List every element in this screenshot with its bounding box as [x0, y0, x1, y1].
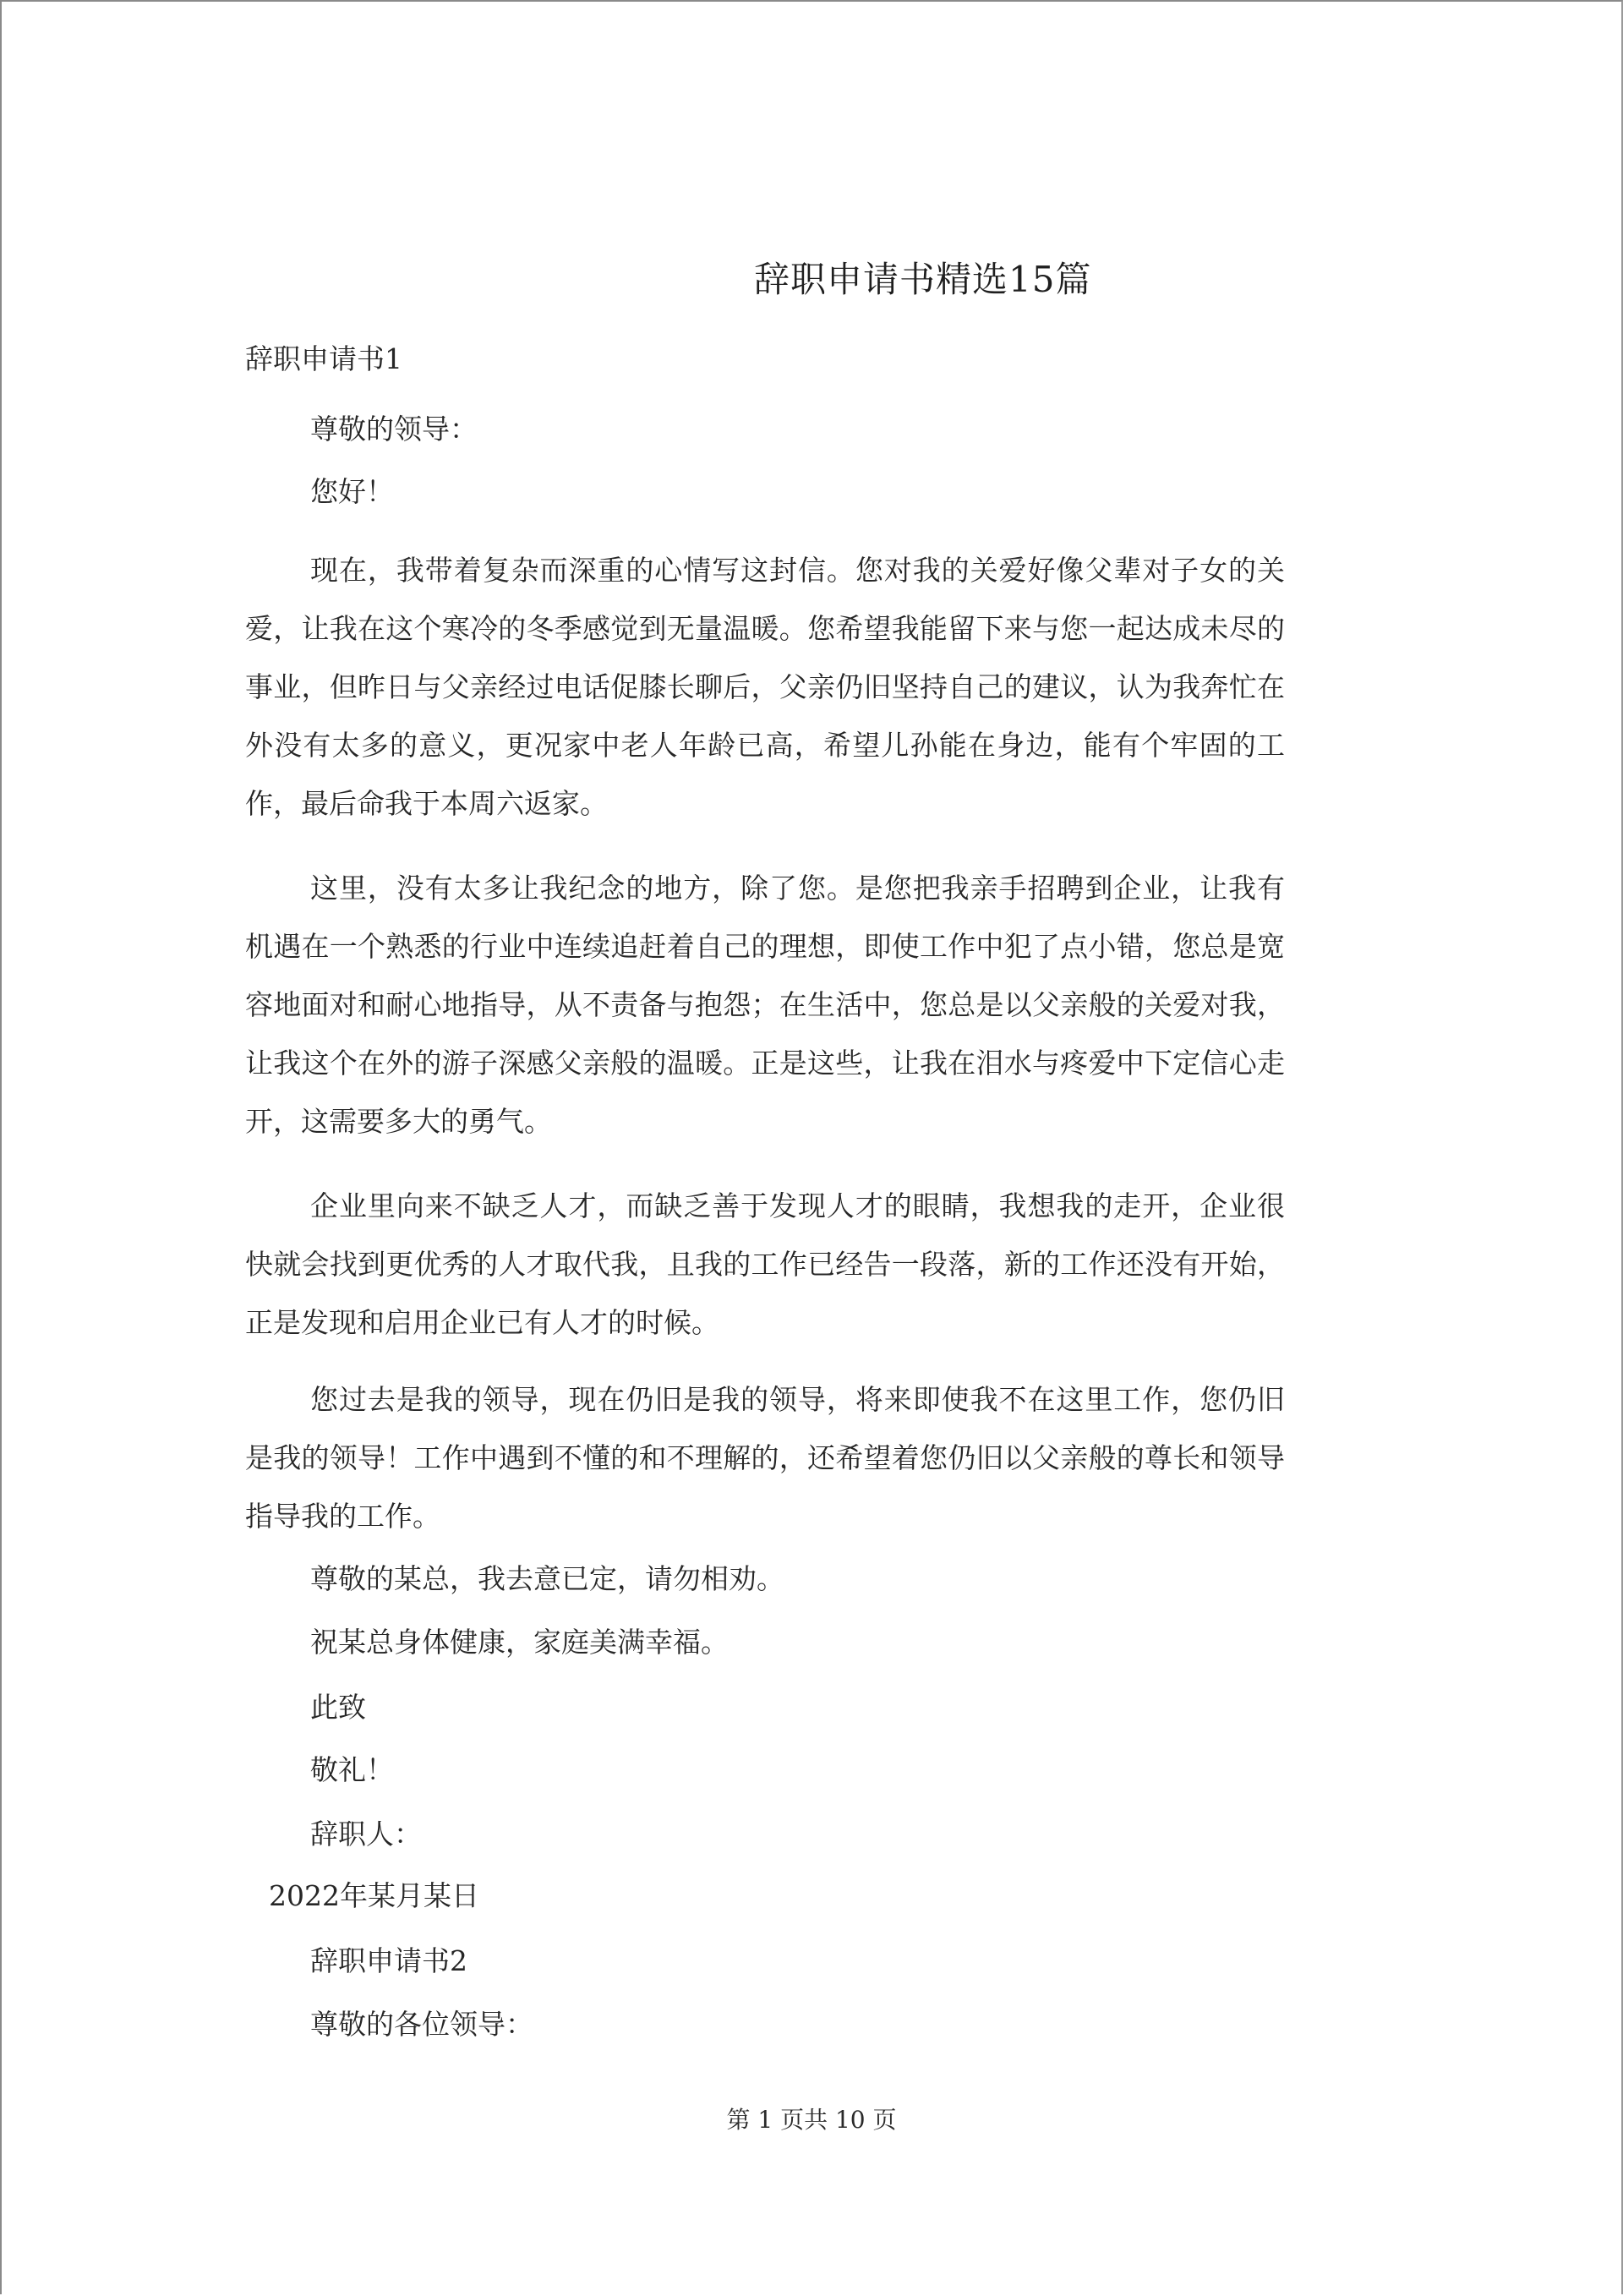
closing-line: 敬礼！ — [310, 1753, 394, 1786]
body-paragraph: 现在，我带着复杂而深重的心情写这封信。您对我的关爱好像父辈对子女的关爱，让我在这个寒冷的冬季感觉到无量温暖。您希望我能留下来与您一起达成未尽的事业，但昨日与父亲经过电话促膝长聊后，父亲仍旧坚持自己的建议，认为我奔忙在外没有太多的意义，更况家中老人年龄已高，希望儿孙能在身边，能有个牢固的工作，最后命我于本周六返家。 — [245, 554, 1285, 820]
greeting: 您好！ — [310, 475, 394, 508]
salutation: 尊敬的领导： — [310, 413, 478, 446]
signer-label: 辞职人： — [310, 1818, 422, 1850]
page-number: 第 1 页共 10 页 — [726, 2106, 897, 2134]
closing-line: 尊敬的某总，我去意已定，请勿相劝。 — [310, 1562, 784, 1595]
section-heading: 辞职申请书1 — [245, 342, 402, 375]
date-line: 2022年某月某日 — [269, 1879, 479, 1912]
body-paragraph: 您过去是我的领导，现在仍旧是我的领导，将来即使我不在这里工作，您仍旧是我的领导！工作中遇到不懂的和不理解的，还希望着您仍旧以父亲般的尊长和领导指导我的工作。 — [245, 1383, 1285, 1533]
body-paragraph: 这里，没有太多让我纪念的地方，除了您。是您把我亲手招聘到企业，让我有机遇在一个熟悉的行业中连续追赶着自己的理想，即使工作中犯了点小错，您总是宽容地面对和耐心地指导，从不责备与抱怨；在生活中，您总是以父亲般的关爱对我，让我这个在外的游子深感父亲般的温暖。正是这些，让我在泪水与疼爱中下定信心走开，这需要多大的勇气。 — [245, 872, 1285, 1138]
section-heading: 辞职申请书2 — [310, 1944, 467, 1977]
closing-line: 祝某总身体健康，家庭美满幸福。 — [310, 1626, 729, 1659]
salutation: 尊敬的各位领导： — [310, 2008, 533, 2041]
closing-line: 此致 — [310, 1691, 366, 1724]
body-paragraph: 企业里向来不缺乏人才，而缺乏善于发现人才的眼睛，我想我的走开，企业很快就会找到更优秀的人才取代我，且我的工作已经告一段落，新的工作还没有开始，正是发现和启用企业已有人才的时候。 — [245, 1189, 1285, 1339]
document-title: 辞职申请书精选15篇 — [754, 259, 1092, 300]
